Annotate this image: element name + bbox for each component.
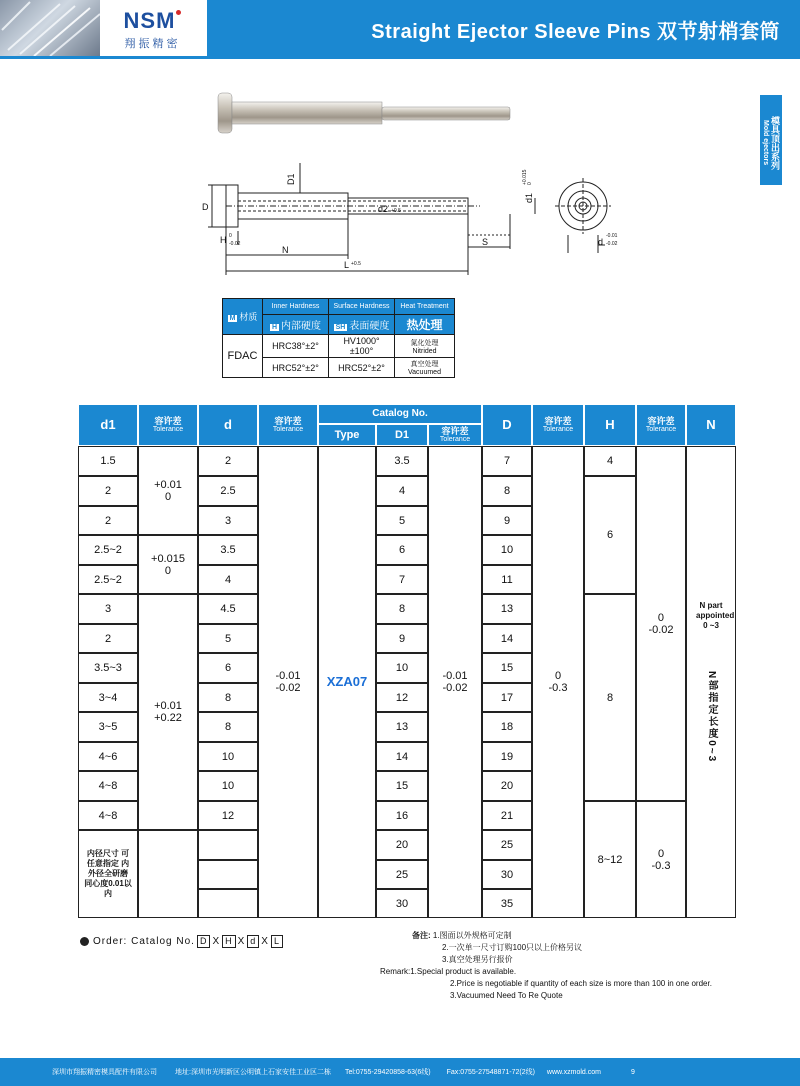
footer-tel: Tel:0755-29420858-63(6线) [344,1069,431,1076]
header-pins-photo [0,0,100,56]
D-tol-cell: 0 -0.3 [532,446,584,918]
H-cell: 8~12 [584,801,636,918]
d-cell: 10 [198,742,258,771]
material-cell: 氮化处理 Nitrided [395,335,455,358]
dim-L-tol: +0.5 [351,261,361,267]
header-d-tol [258,404,318,446]
d-cell: 2.5 [198,476,258,506]
surface-hardness-cn: 表面硬度 [349,321,390,332]
material-cell: 真空处理 Vacuumed [395,358,455,378]
header-N: N [686,404,736,446]
dim-d-tol-bot: -0.02 [606,241,618,247]
tol-en: Tolerance [439,435,471,443]
page-title: Straight Ejector Sleeve Pins 双节射梢套筒 [371,21,780,43]
header-D1-tol [428,424,482,446]
d-cell: 3.5 [198,535,258,565]
dim-d2-label: d2 [378,204,389,214]
D1-cell: 25 [376,860,428,889]
d1-cell: 4~8 [78,801,138,830]
D-cell: 15 [482,653,532,683]
tol-cn: 容许差 [441,425,469,436]
order-format [80,935,283,948]
d-cell: 5 [198,624,258,653]
N-cell [686,446,736,918]
tol-cn: 容许差 [274,415,302,426]
surface-hardness-en: Surface Hardness [329,299,395,315]
d-cell: 4 [198,565,258,594]
d-cell: 4.5 [198,594,258,624]
logo-dot-icon [176,10,181,15]
d1-cell: 4~8 [78,771,138,801]
D1-cell: 4 [376,476,428,506]
material-chip: M [229,315,236,322]
order-sep: X [212,936,221,947]
page-header [0,0,800,60]
bullet-icon [80,937,89,946]
material-name: FDAC [223,335,263,378]
d1-tol-cell: +0.01 +0.22 [138,594,198,830]
heat-treatment-en: Heat Treatment [395,299,455,315]
inner-hardness-cn: 内部硬度 [281,321,322,332]
d-empty [198,860,258,889]
dim-D-label: D [202,202,209,212]
H-cell: 4 [584,446,636,476]
pin-line-drawing [208,163,611,275]
H-cell: 8 [584,594,636,801]
material-cell: HRC52°±2° [329,358,395,378]
material-cell: HV1000°±100° [329,335,395,358]
remark-en: 3.Vacuumed Need To Re Quote [450,991,563,1000]
D1-cell: 15 [376,771,428,801]
D1-cell: 12 [376,683,428,712]
material-label: 材质 [239,312,258,322]
d1-tol-empty [138,830,198,918]
tol-cn: 容许差 [544,415,572,426]
type-code: XZA07 [326,674,368,689]
dim-d1-tol-bot: 0 [527,182,533,185]
order-sep: X [237,936,246,947]
d-cell: 2 [198,446,258,476]
d-cell: 3 [198,506,258,535]
inner-hardness-cn-cell [263,315,329,335]
remarks [380,930,712,1002]
header-d1: d1 [78,404,138,446]
H-cell: 6 [584,476,636,594]
D1-cell: 9 [376,624,428,653]
logo [100,0,205,56]
D-cell: 11 [482,565,532,594]
D1-cell: 30 [376,889,428,918]
footer-website[interactable]: www.xzmold.com [546,1068,601,1076]
tol-en: Tolerance [542,425,574,433]
dim-d2-tol: +0.5 [391,208,401,214]
spec-table [78,404,736,918]
order-box: D [197,935,211,948]
d-empty [198,830,258,860]
material-cell: HRC52°±2° [263,358,329,378]
D1-cell: 14 [376,742,428,771]
d1-cell: 2.5~2 [78,565,138,594]
material-label-cell [223,299,263,335]
pin-render [218,93,510,133]
header-type: Type [318,424,376,446]
pin-drawing-svg [190,85,630,285]
D1-cell: 3.5 [376,446,428,476]
d1-note: 内径尺寸 可任意指定 内外径全研磨 同心度0.01以内 [78,830,138,918]
D-cell: 17 [482,683,532,712]
surface-hardness-chip: SH [335,324,346,331]
D-cell: 21 [482,801,532,830]
D1-cell: 5 [376,506,428,535]
dim-d-tol-top: -0.01 [606,233,618,239]
D-cell: 25 [482,830,532,860]
dim-N-label: N [282,245,289,255]
logo-subtitle: 翔振精密 [124,38,181,50]
D1-cell: 16 [376,801,428,830]
header-d: d [198,404,258,446]
header-D-tol [532,404,584,446]
D-cell: 10 [482,535,532,565]
D-cell: 19 [482,742,532,771]
dim-H-label: H [220,235,227,245]
dim-d-label: d [598,237,604,247]
D-cell: 8 [482,476,532,506]
d1-cell: 3~5 [78,712,138,742]
inner-hardness-en: Inner Hardness [263,299,329,315]
D-cell: 18 [482,712,532,742]
H-tol-cell: 0 -0.3 [636,801,686,918]
d1-cell: 3~4 [78,683,138,712]
order-label: Order: Catalog No. [93,936,195,947]
side-category-tab[interactable] [760,95,782,185]
dim-L-label: L [344,260,350,270]
D1-cell: 13 [376,712,428,742]
order-sep: X [261,936,269,947]
d-cell: 8 [198,683,258,712]
d-cell: 10 [198,771,258,801]
remark-cn: 3.真空处理另行报价 [442,955,513,964]
header-H: H [584,404,636,446]
tol-cn: 容许差 [154,415,182,426]
D-cell: 20 [482,771,532,801]
d-tol-cell: -0.01 -0.02 [258,446,318,918]
dim-d1-label: d1 [524,192,534,203]
d-cell: 6 [198,653,258,683]
D-cell: 30 [482,860,532,889]
order-box: d [247,935,259,948]
D1-tol-cell: -0.01 -0.02 [428,446,482,918]
d-empty [198,889,258,918]
N-note-cn: N部指定长度0~3 [706,670,717,764]
tol-en: Tolerance [152,425,184,433]
remark-cn: 1.图面以外规格可定制 [432,931,512,940]
side-tab-en: Mold ejectors [762,120,769,166]
remarks-label-cn: 备注: [412,931,431,940]
D-cell: 14 [482,624,532,653]
page-number: 9 [631,1068,635,1076]
tol-en: Tolerance [272,425,304,433]
technical-drawing [190,85,630,285]
tol-en: Tolerance [645,425,677,433]
material-table [222,298,455,378]
dim-d1-tol-top: +0.015 [522,169,528,185]
dim-D1-label: D1 [286,173,296,185]
D1-cell: 10 [376,653,428,683]
header-divider [0,56,800,59]
d1-cell: 2.5~2 [78,535,138,565]
footer-fax: Fax:0755-27548871-72(2线) [446,1069,535,1076]
page-footer [0,1058,800,1086]
remark-en: 2.Price is negotiable if quantity of each size is more than 100 in one order. [450,979,712,988]
logo-text: NSM [123,8,176,33]
inner-hardness-chip: H [271,324,278,331]
D-cell: 9 [482,506,532,535]
order-box: L [271,935,283,948]
header-D1: D1 [376,424,428,446]
D1-cell: 20 [376,830,428,860]
title-bar [207,0,800,56]
tol-cn: 容许差 [647,415,675,426]
material-cell: HRC38°±2° [263,335,329,358]
D-cell: 35 [482,889,532,918]
D-cell: 7 [482,446,532,476]
D1-cell: 7 [376,565,428,594]
d1-cell: 1.5 [78,446,138,476]
d1-tol-cell: +0.01 0 [138,446,198,535]
d1-cell: 3.5~3 [78,653,138,683]
dim-H-tol-top: 0 [229,233,232,239]
header-D: D [482,404,532,446]
type-cell [318,446,376,918]
side-tab-cn: 模具顶出系列 [770,116,780,170]
surface-hardness-cn-cell [329,315,395,335]
d1-cell: 3 [78,594,138,624]
d-cell: 8 [198,712,258,742]
H-tol-cell: 0 -0.02 [636,446,686,801]
footer-address: 地址:深圳市光明新区公明镇上石家安佳工业区二栋 [175,1069,331,1076]
order-box: H [222,935,236,948]
header-catalog: Catalog No. [318,404,482,424]
d1-cell: 4~6 [78,742,138,771]
remarks-label-en: Remark: [380,967,411,976]
D1-cell: 6 [376,535,428,565]
d-cell: 12 [198,801,258,830]
d1-tol-cell: +0.015 0 [138,535,198,594]
d1-cell: 2 [78,506,138,535]
dim-H-tol-bot: -0.02 [229,241,241,247]
remark-cn: 2.一次单一尺寸订购100只以上价格另议 [442,943,583,952]
header-H-tol [636,404,686,446]
heat-treatment-cn: 热处理 [395,315,455,335]
d1-cell: 2 [78,624,138,653]
dim-S-label: S [482,237,489,247]
footer-company: 深圳市翔振精密模具配件有限公司 [52,1069,157,1076]
N-note-en: N part appointed 0 ~3 [696,600,735,630]
header-d1-tol [138,404,198,446]
remark-en: 1.Special product is available. [410,967,517,976]
D-cell: 13 [482,594,532,624]
D1-cell: 8 [376,594,428,624]
d1-cell: 2 [78,476,138,506]
